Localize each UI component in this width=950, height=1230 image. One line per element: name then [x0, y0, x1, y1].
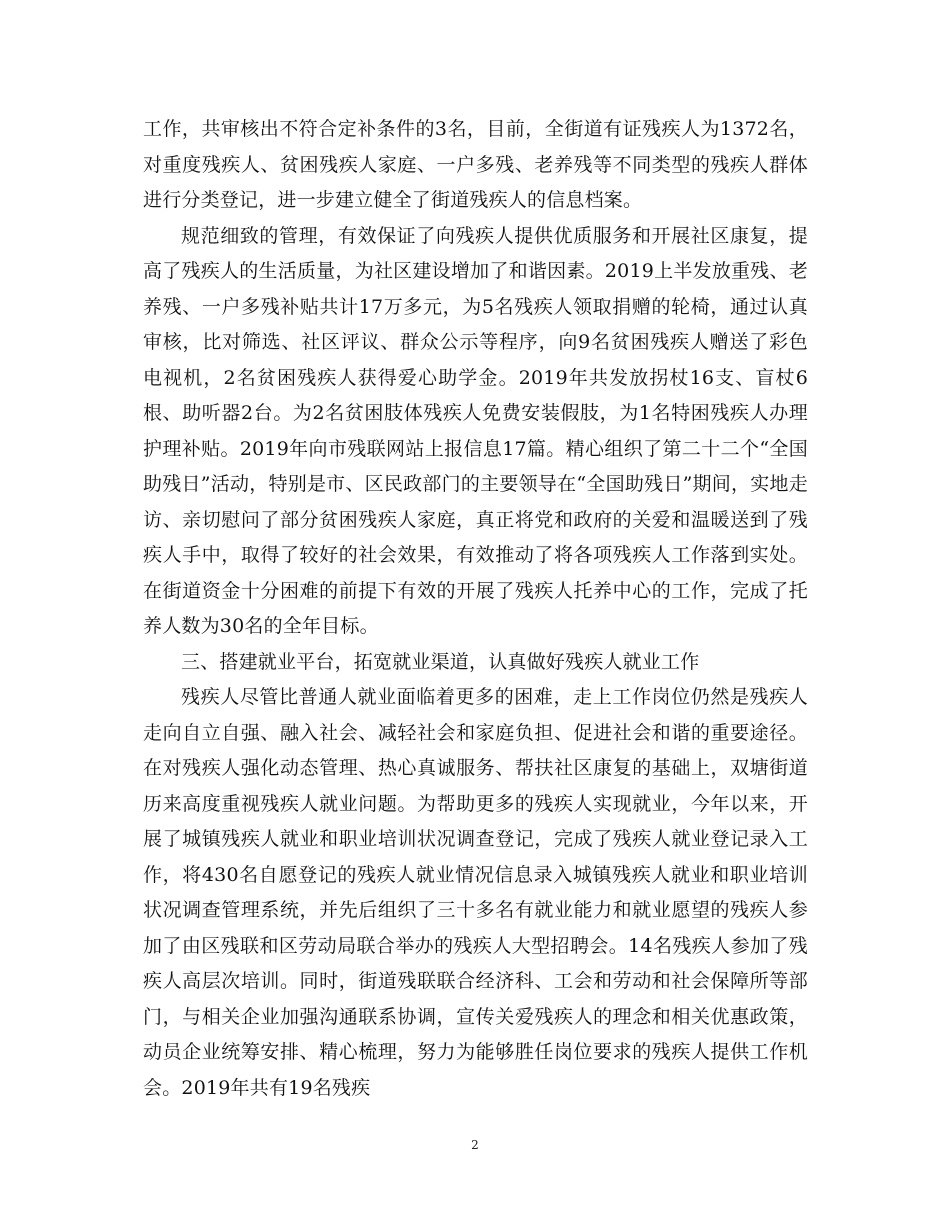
page-number: 2 [471, 1138, 479, 1152]
section-heading: 三、搭建就业平台，拓宽就业渠道，认真做好残疾人就业工作 [181, 650, 700, 673]
paragraph-1: 工作，共审核出不符合定补条件的3名，目前，全街道有证残疾人为1372名，对重度残疾人、贫困残疾人家庭、一户多残、老养残等不同类型的残疾人群体进行分类登记，进一步建立健全了街道残疾人的信息档案。 [143, 118, 808, 211]
document-body [143, 112, 808, 1106]
paragraph-3: 残疾人尽管比普通人就业面临着更多的困难，走上工作岗位仍然是残疾人走向自立自强、融入社会、减轻社会和家庭负担、促进社会和谐的重要途径。在对残疾人强化动态管理、热心真诚服务、帮扶社区康复的基础上，双塘街道历来高度重视残疾人就业问题。为帮助更多的残疾人实现就业，今年以来，开展了城镇残疾人就业和职业培训状况调查登记，完成了残疾人就业登记录入工作，将430名自愿登记的残疾人就业情况信息录入城镇残疾人就业和职业培训状况调查管理系统，并先后组织了三十多名有就业能力和就业愿望的残疾人参加了由区残联和区劳动局联合举办的残疾人大型招聘会。14名残疾人参加了残疾人高层次培训。同时，街道残联联合经济科、工会和劳动和社会保障所等部门，与相关企业加强沟通联系协调，宣传关爱残疾人的理念和相关优惠政策，动员企业统筹安排、精心梳理，努力为能够胜任岗位要求的残疾人提供工作机会。2019年共有19名残疾 [143, 686, 808, 1099]
paragraph-2: 规范细致的管理，有效保证了向残疾人提供优质服务和开展社区康复，提高了残疾人的生活质量，为社区建设增加了和谐因素。2019上半发放重残、老养残、一户多残补贴共计17万多元，为5名残疾人领取捐赠的轮椅，通过认真审核，比对筛选、社区评议、群众公示等程序，向9名贫困残疾人赠送了彩色电视机，2名贫困残疾人获得爱心助学金。2019年共发放拐杖16支、盲杖6根、助听器2台。为2名贫困肢体残疾人免费安装假肢，为1名特困残疾人办理护理补贴。2019年向市残联网站上报信息17篇。精心组织了第二十二个“全国助残日”活动，特别是市、区民政部门的主要领导在“全国助残日”期间，实地走访、亲切慰问了部分贫困残疾人家庭，真正将党和政府的关爱和温暖送到了残疾人手中，取得了较好的社会效果，有效推动了将各项残疾人工作落到实处。在街道资金十分困难的前提下有效的开展了残疾人托养中心的工作，完成了托养人数为30名的全年目标。 [143, 224, 808, 637]
